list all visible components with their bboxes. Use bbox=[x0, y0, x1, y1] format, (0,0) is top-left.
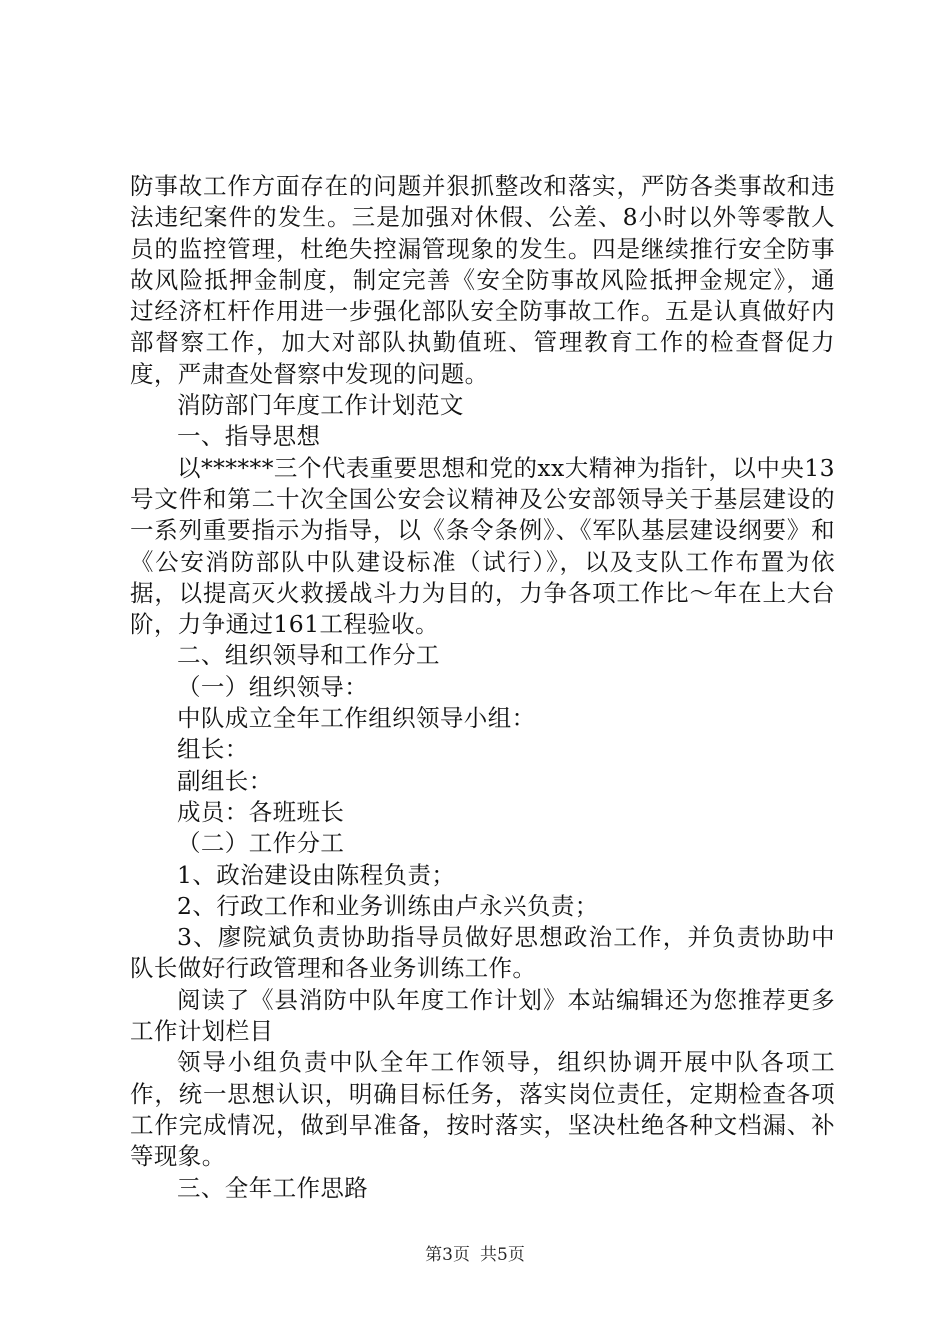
list-item-1: 1、政治建设由陈程负责； bbox=[177, 860, 456, 889]
line-members: 成员：各班班长 bbox=[177, 797, 345, 826]
heading-guiding-ideology: 一、指导思想 bbox=[177, 422, 321, 451]
line-group-leader: 组长： bbox=[177, 735, 249, 764]
heading-annual-work-ideas: 三、全年工作思路 bbox=[177, 1173, 369, 1202]
page-total: 共5页 bbox=[480, 1245, 525, 1265]
heading-organization: 二、组织领导和工作分工 bbox=[177, 641, 440, 670]
subheading-division-of-work: （二）工作分工 bbox=[177, 829, 345, 858]
paragraph-leadership-group: 中队成立全年工作组织领导小组： bbox=[177, 704, 536, 733]
page-number: 第3页 bbox=[425, 1245, 470, 1265]
paragraph-guiding-ideology: 以******三个代表重要思想和党的xx大精神为指针，以中央13号文件和第二十次全国公安会议精神及公安部领导关于基层建设的一系列重要指示为指导，以《条令条例》、《军队基层建设纲要》和《公安消防部队中队建设标准（试行）》，以及支队工作布置为依据，以提高灭火救援战斗力为目的，力争各项工作比～年在上大台阶，力争通过161工程验收。 bbox=[130, 453, 835, 639]
page-footer bbox=[0, 1244, 950, 1266]
paragraph-group-responsibility: 领导小组负责中队全年工作领导，组织协调开展中队各项工作，统一思想认识，明确目标任务，落实岗位责任，定期检查各项工作完成情况，做到早准备，按时落实，坚决杜绝各种文档漏、补等现象。 bbox=[130, 1048, 835, 1171]
line-deputy-leader: 副组长： bbox=[177, 766, 273, 795]
subheading-leadership: （一）组织领导： bbox=[177, 672, 369, 701]
list-item-3: 3、廖院斌负责协助指导员做好思想政治工作，并负责协助中队长做好行政管理和各业务训练工作。 bbox=[130, 923, 835, 983]
list-item-2: 2、行政工作和业务训练由卢永兴负责； bbox=[177, 891, 599, 920]
paragraph-recommendation: 阅读了《县消防中队年度工作计划》本站编辑还为您推荐更多工作计划栏目 bbox=[130, 985, 835, 1046]
document-body bbox=[130, 171, 835, 1204]
paragraph-continuation: 防事故工作方面存在的问题并狠抓整改和落实，严防各类事故和违法违纪案件的发生。三是加强对休假、公差、8小时以外等零散人员的监控管理，杜绝失控漏管现象的发生。四是继续推行安全防事故风险抵押金制度，制定完善《安全防事故风险抵押金规定》，通过经济杠杆作用进一步强化部队安全防事故工作。五是认真做好内部督察工作，加大对部队执勤值班、管理教育工作的检查督促力度，严肃查处督察中发现的问题。 bbox=[130, 172, 835, 388]
section-title: 消防部门年度工作计划范文 bbox=[177, 391, 464, 420]
